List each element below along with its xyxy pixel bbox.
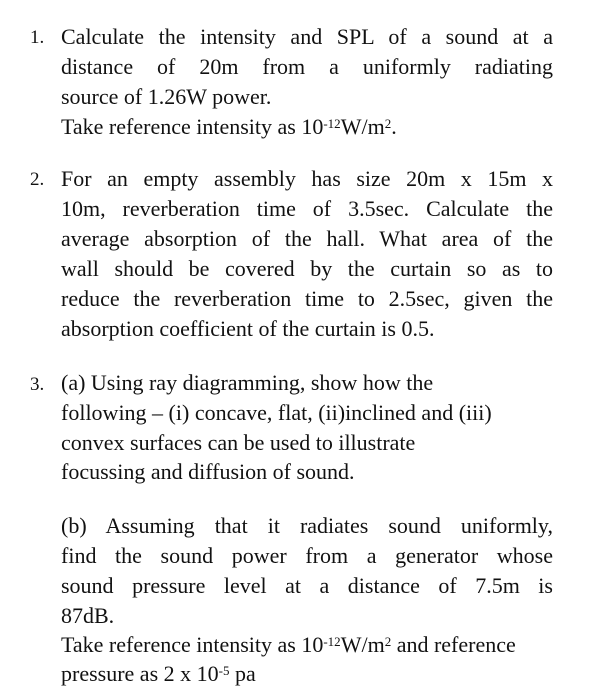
part-b-line: sound pressure level at a distance of 7.5m is xyxy=(61,573,553,598)
question-line: Calculate the intensity and SPL of a sound at a xyxy=(61,24,553,49)
question-line: source of 1.26W power. xyxy=(61,84,272,109)
question-line: reduce the reverberation time to 2.5sec, given the xyxy=(61,286,553,311)
question-number: 1. xyxy=(30,27,45,48)
reference-intensity-line: Take reference intensity as $10^{-12}W/m^2$ and reference xyxy=(61,632,516,657)
question-line: absorption coefficient of the curtain is 0.5. xyxy=(61,316,435,341)
part-a-line: convex surfaces can be used to illustrate xyxy=(61,430,416,455)
question-number: 2. xyxy=(30,169,45,190)
part-b-line: 87dB. xyxy=(61,603,115,628)
question-line: 10m, reverberation time of 3.5sec. Calculate the xyxy=(61,196,553,221)
part-b-line: (b) Assuming that it radiates sound uniformly, xyxy=(61,513,553,538)
part-a-line: following – (i) concave, flat, (ii)inclined and (iii) xyxy=(61,400,492,425)
question-line: For an empty assembly has size 20m x 15m x xyxy=(61,166,553,191)
question-line: wall should be covered by the curtain so as to xyxy=(61,256,553,281)
reference-intensity-line: Take reference intensity as $10^{-12}W/m^2$. xyxy=(61,114,397,139)
question-line: distance of 20m from a uniformly radiating xyxy=(61,54,553,79)
part-a-line: focussing and diffusion of sound. xyxy=(61,459,355,484)
reference-pressure-line: pressure as 2 x $10^{-5}$ pa xyxy=(61,661,256,686)
part-a-line: (a) Using ray diagramming, show how the xyxy=(61,370,434,395)
question-line: average absorption of the hall. What area of the xyxy=(61,226,553,251)
part-b-line: find the sound power from a generator whose xyxy=(61,543,553,568)
question-number: 3. xyxy=(30,374,45,395)
